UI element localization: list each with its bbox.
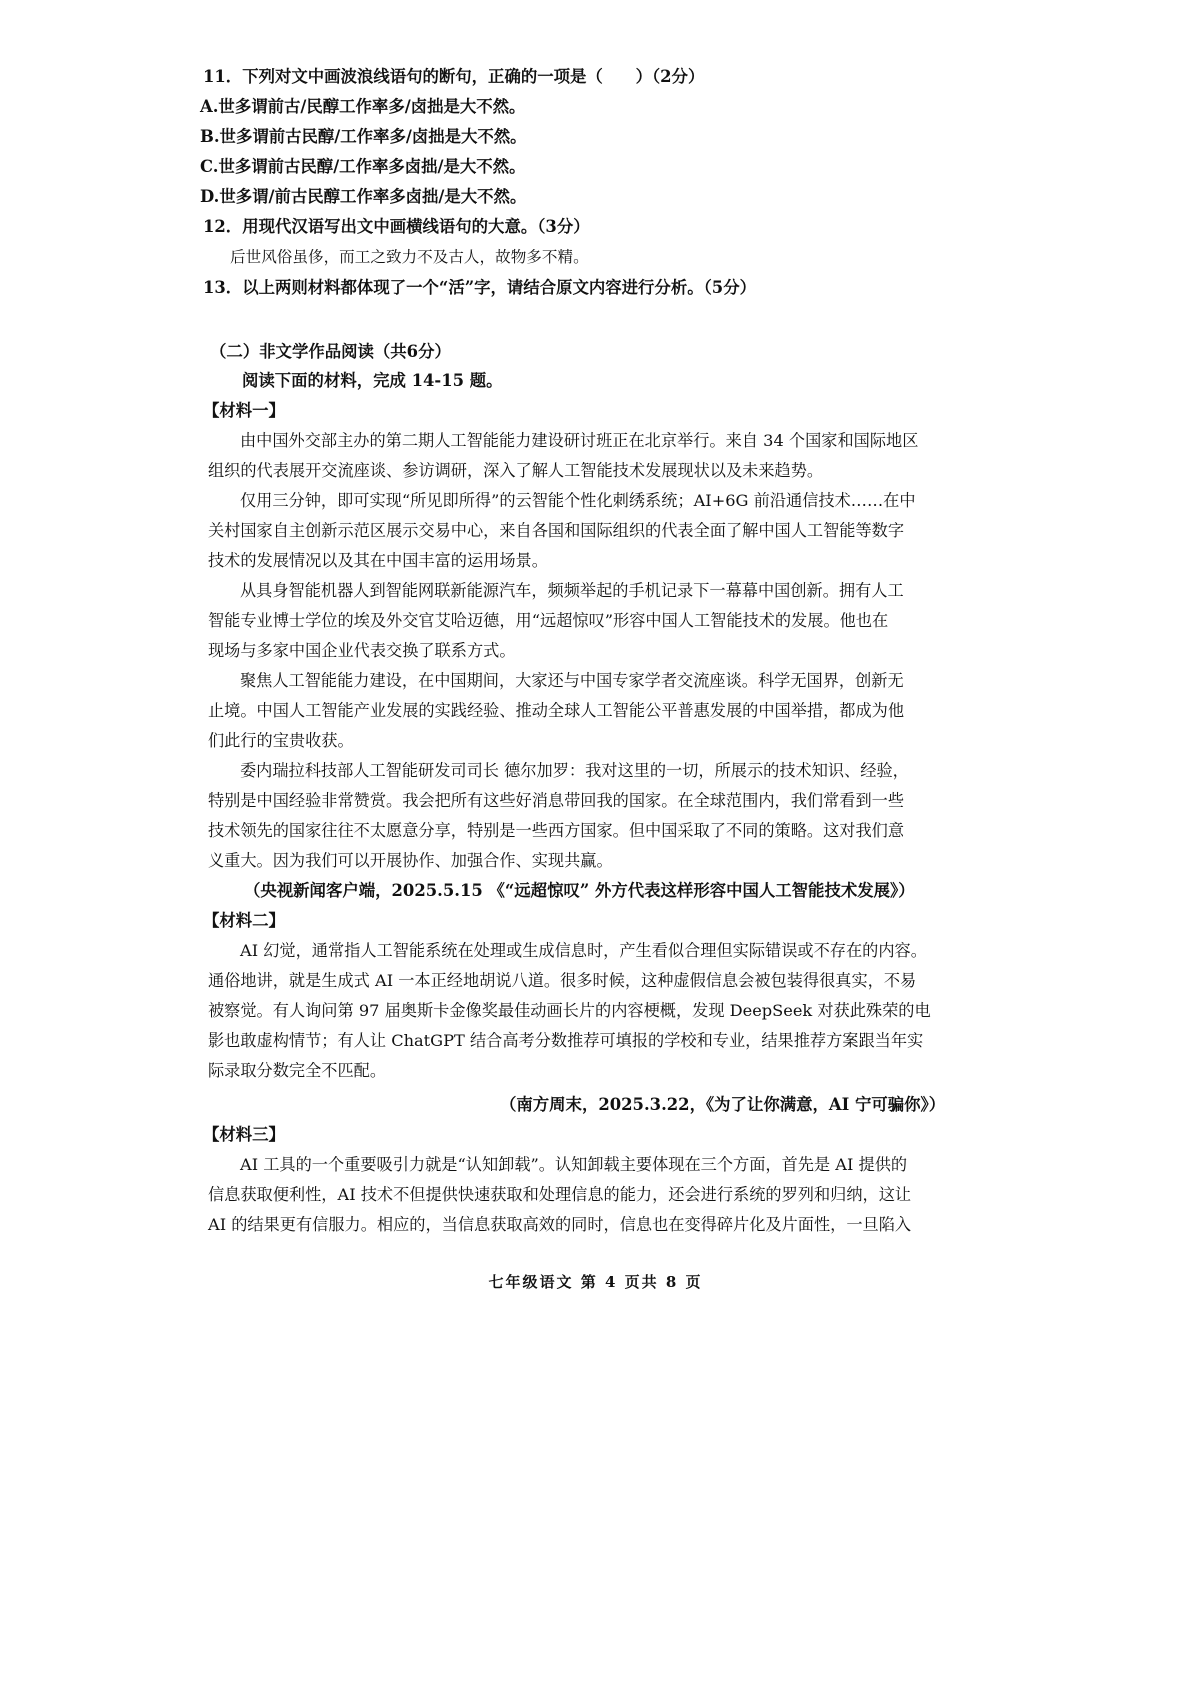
material1-line: 组织的代表展开交流座谈、参访调研，深入了解人工智能技术发展现状以及未来趋势。 xyxy=(208,461,824,480)
material1-line: 技术的发展情况以及其在中国丰富的运用场景。 xyxy=(208,551,548,570)
material2-line: 通俗地讲，就是生成式 AI 一本正经地胡说八道。很多时候，这种虚假信息会被包装得很真实，不易 xyxy=(208,971,917,990)
material3-line: 信息获取便利性，AI 技术不但提供快速获取和处理信息的能力，还会进行系统的罗列和归纳，这让 xyxy=(208,1185,912,1204)
material2-line: 被察觉。有人询问第 97 届奥斯卡金像奖最佳动画长片的内容梗概，发现 DeepSeek 对获此殊荣的电 xyxy=(208,1001,931,1020)
material1-line: 止境。中国人工智能产业发展的实践经验、推动全球人工智能公平普惠发展的中国举措，都成为他 xyxy=(208,701,905,720)
material1-line: 委内瑞拉科技部人工智能研发司司长 德尔加罗：我对这里的一切，所展示的技术知识、经验， xyxy=(240,761,909,780)
material1-line: 聚焦人工智能能力建设，在中国期间，大家还与中国专家学者交流座谈。科学无国界，创新无 xyxy=(240,671,904,690)
material3-heading: 【材料三】 xyxy=(203,1125,285,1144)
material2-line: 际录取分数完全不匹配。 xyxy=(208,1061,387,1080)
material1-line: 从具身智能机器人到智能网联新能源汽车，频频举起的手机记录下一幕幕中国创新。拥有人工 xyxy=(240,581,904,600)
material1-line: 们此行的宝贵收获。 xyxy=(208,731,354,750)
material1-line: 特别是中国经验非常赞赏。我会把所有这些好消息带回我的国家。在全球范围内，我们常看到一些 xyxy=(208,791,905,810)
page-footer: 七年级语文 第 4 页共 8 页 xyxy=(488,1273,703,1291)
q11-stem: 11．下列对文中画波浪线语句的断句，正确的一项是（ ）（2分） xyxy=(203,67,705,86)
material2-heading: 【材料二】 xyxy=(203,911,285,930)
material1-line: 技术领先的国家往往不太愿意分享，特别是一些西方国家。但中国采取了不同的策略。这对我们意 xyxy=(208,821,905,840)
material3-line: AI 的结果更有信服力。相应的，当信息获取高效的同时，信息也在变得碎片化及片面性，一旦陷入 xyxy=(208,1215,912,1234)
material1-line: 由中国外交部主办的第二期人工智能能力建设研讨班正在北京举行。来自 34 个国家和国际地区 xyxy=(240,431,919,450)
material1-line: 义重大。因为我们可以开展协作、加强合作、实现共赢。 xyxy=(208,851,613,870)
section-title: （二）非文学作品阅读（共6分） xyxy=(210,342,451,361)
q13-stem: 13．以上两则材料都体现了一个“活”字，请结合原文内容进行分析。（5分） xyxy=(203,278,756,297)
material1-line: 仅用三分钟，即可实现“所见即所得”的云智能个性化刺绣系统；AI+6G 前沿通信技术……在中 xyxy=(240,491,916,510)
material2-line: 影也敢虚构情节；有人让 ChatGPT 结合高考分数推荐可填报的学校和专业，结果推荐方案跟当年实 xyxy=(208,1031,924,1050)
q12-stem: 12．用现代汉语写出文中画横线语句的大意。（3分） xyxy=(203,217,590,236)
q11-option-c: C.世多谓前古民醇/工作率多卤拙/是大不然。 xyxy=(200,157,526,176)
material1-line: 关村国家自主创新示范区展示交易中心，来自各国和国际组织的代表全面了解中国人工智能等数字 xyxy=(208,521,905,540)
section-instruction: 阅读下面的材料，完成 14-15 题。 xyxy=(242,371,503,390)
material1-source: （央视新闻客户端，2025.5.15 《“远超惊叹” 外方代表这样形容中国人工智能技术发展》） xyxy=(244,881,915,900)
material2-line: AI 幻觉，通常指人工智能系统在处理或生成信息时，产生看似合理但实际错误或不存在的内容。 xyxy=(240,941,927,960)
material3-line: AI 工具的一个重要吸引力就是“认知卸载”。认知卸载主要体现在三个方面，首先是 AI 提供的 xyxy=(240,1155,908,1174)
q11-option-d: D.世多谓/前古民醇工作率多卤拙/是大不然。 xyxy=(200,187,527,206)
q11-option-a: A.世多谓前古/民醇工作率多/卤拙是大不然。 xyxy=(200,97,526,116)
q12-quote: 后世风俗虽侈，而工之致力不及古人，故物多不精。 xyxy=(230,248,589,266)
material2-source: （南方周末，2025.3.22，《为了让你满意，AI 宁可骗你》） xyxy=(500,1095,946,1114)
q11-option-b: B.世多谓前古民醇/工作率多/卤拙是大不然。 xyxy=(200,127,527,146)
material1-line: 智能专业博士学位的埃及外交官艾哈迈德，用“远超惊叹”形容中国人工智能技术的发展。他也在 xyxy=(208,611,889,630)
material1-heading: 【材料一】 xyxy=(203,401,285,420)
material1-line: 现场与多家中国企业代表交换了联系方式。 xyxy=(208,641,516,660)
